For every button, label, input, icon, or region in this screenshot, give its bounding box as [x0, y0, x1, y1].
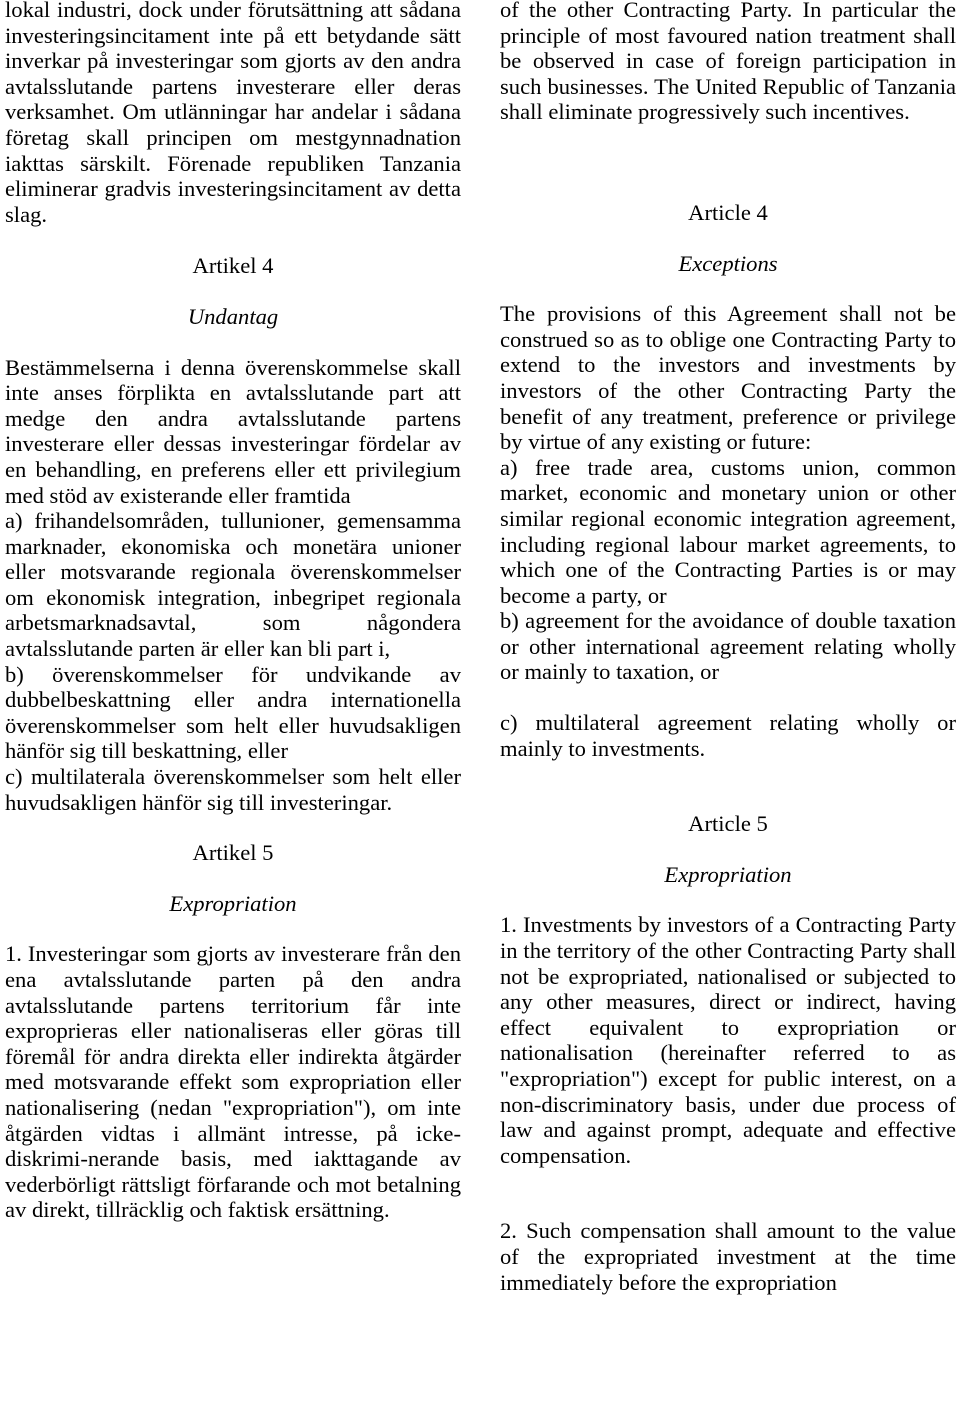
article-4-paragraph: Bestämmelserna i denna överenskommelse skall inte anses förplikta en avtalsslutande part att medge den andra avtalsslutande partens investerare eller dessas investeringar fördelar av en behandling, en preferens eller ett privilegium med stöd av existerande eller framtida [5, 354, 461, 508]
swedish-column [5, 0, 461, 1223]
article-5-heading: Artikel 5 [192, 840, 274, 866]
article-4-subheading: Undantag [187, 303, 279, 329]
article-5-heading: Article 5 [688, 811, 768, 837]
english-column [500, 0, 956, 1295]
article-5-subheading: Expropriation [169, 890, 297, 916]
article-4-item-b: b) agreement for the avoidance of double taxation or other international agreement relating wholly or mainly to taxation, or [500, 608, 956, 685]
article-4-subheading: Exceptions [678, 250, 778, 276]
article-5-paragraph-1: 1. Investeringar som gjorts av investerare från den ena avtalsslutande parten på den andra avtalsslutande partens territorium får inte exproprieras eller nationaliseras eller göras till föremål för andra direkta eller indirekta åtgärder med motsvarande effekt som expropriation eller nationalisering (nedan "expropriation"), om inte åtgärden vidtas i allmänt intresse, på icke-diskrimi-nerande basis, med iakttagande av vederbörligt rättsligt förfarande och mot betalning av direkt, tillräcklig och faktisk ersättning. [5, 941, 461, 1223]
article-4-item-a: a) frihandelsområden, tullunioner, gemensamma marknader, ekonomiska och monetära unioner eller motsvarande regionala överenskommelser om ekonomisk integration, inbegripet regionala arbetsmarknadsavtal, som någondera avtalsslutande parten är eller kan bli part i, [5, 508, 461, 662]
article-4-item-c: c) multilateral agreement relating wholly or mainly to investments. [500, 710, 956, 761]
article-4-item-a: a) free trade area, customs union, common market, economic and monetary union or other similar regional economic integration agreement, including regional labour market agreements, to which one of the Contracting Parties is or may become a party, or [500, 454, 956, 608]
article-5-subheading: Expropriation [664, 861, 792, 887]
article-5-paragraph-1: 1. Investments by investors of a Contracting Party in the territory of the other Contracting Party shall not be expropriated, nationalised or subjected to any other measures, direct or indirect, having effect equivalent to expropriation or nationalisation (hereinafter referred to as "expropriation") except for public interest, on a non-discriminatory basis, under due process of law and against prompt, adequate and effective compensation. [500, 912, 956, 1168]
article-4-item-c: c) multilaterala överenskommelser som helt eller huvudsakligen hänför sig till investeringar. [5, 764, 461, 815]
article-4-paragraph: The provisions of this Agreement shall not be construed so as to oblige one Contracting Party to extend to the investors and investments by investors of the other Contracting Party the benefit of any treatment, preference or privilege by virtue of any existing or future: [500, 301, 956, 455]
article-4-heading: Article 4 [688, 199, 768, 225]
intro-paragraph: lokal industri, dock under förutsättning att sådana investeringsincitament inte på ett betydande sätt inverkar på investeringar som gjorts av den andra avtalsslutande partens investerare eller deras verksamhet. Om utlänningar har andelar i sådana företag skall principen om mestgynnadnation iakttas särskilt. Förenade republiken Tanzania eliminerar gradvis investeringsincitament av detta slag. [5, 0, 461, 227]
article-4-item-b: b) överenskommelser för undvikande av dubbelbeskattning eller andra internationella överenskommelser som helt eller huvudsakligen hänför sig till beskattning, eller [5, 661, 461, 764]
article-4-heading: Artikel 4 [192, 253, 274, 279]
intro-paragraph: of the other Contracting Party. In particular the principle of most favoured nation treatment shall be observed in case of foreign participation in such businesses. The United Republic of Tanzania shall eliminate progressively such incentives. [500, 0, 956, 125]
article-5-paragraph-2: 2. Such compensation shall amount to the value of the expropriated investment at the time immediately before the expropriation [500, 1218, 956, 1295]
